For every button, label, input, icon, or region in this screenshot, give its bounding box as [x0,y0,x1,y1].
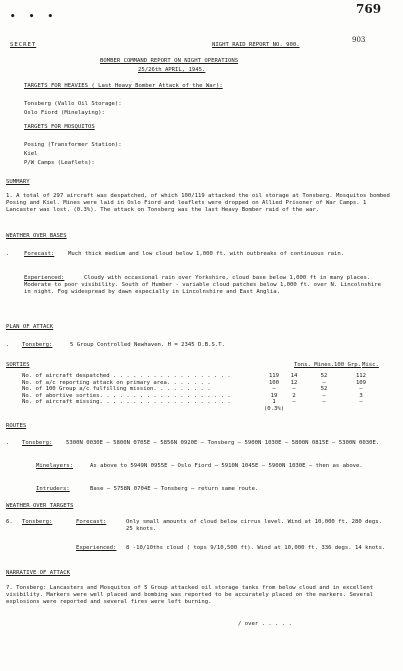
sorties-table [22,373,376,412]
summary-text: 1. A total of 297 aircraft was despatched, of which 100/119 attacked the oil storage at Tonsberg. Mosquitos bombed Posing and Kiel. Mines were laid in Oslo Fiord and leaflets were dropped on Allied Prisoner of War Camps. 1 Lancaster was lost. (0.3%). The attack on Tonsberg was the last Heavy Bomber raid of the war. [6,193,390,213]
routes-heading: ROUTES [6,423,27,429]
sorties-heading: SORTIES [6,362,30,368]
plan-text: 5 Group Controlled Newhaven. H = 2345 D.B.S.T. [70,342,225,348]
row-label: No. of abortive sorties. . . . . . . . . . . . . . . . . . . . [22,392,231,399]
narrative-text: 7. Tonsberg: Lancasters and Mosquitos of 5 Group attacked oil storage tanks from below cloud and in excellent visibility. Markers were well placed and bombing was reported to be accurately placed on the markers. Several explosions were reported and several fires were left burning. [6,585,374,605]
cell-mines: 14 [290,373,298,379]
bullet-marker: . [6,440,10,446]
targets-heavies-heading: TARGETS FOR HEAVIES ( Last Heavy Bomber Attack of the War): [24,83,223,89]
table-row [22,399,376,406]
cell-mines: – [292,399,296,405]
cell-tons: 119 [268,373,280,379]
narrative-heading: NARRATIVE OF ATTACK [6,570,70,576]
cell-misc [346,406,376,413]
page-number: 769 [356,2,382,16]
route2-label: Minelayers: [36,463,74,469]
forecast-label: Forecast: [24,251,55,257]
wt-experienced-text: 8 -10/10ths cloud ( tops 9/10,500 ft). Wind at 10,000 ft. 336 degs. 14 knots. [126,545,386,551]
cell-misc: 112 [355,373,367,379]
plan-heading: PLAN OF ATTACK [6,324,54,330]
report-title: BOMBER COMMAND REPORT ON NIGHT OPERATIONS [100,58,239,64]
target-mosquito-1: Posing (Transformer Station): [24,142,122,148]
route3-label: Intruders: [36,486,70,492]
cell-100grp: – [322,392,326,399]
row-label: No. of aircraft missing. . . . . . . . . . . . . . . . . . . . [22,399,231,405]
paragraph-number: 6. [6,519,13,525]
report-number: NIGHT RAID REPORT NO. 900. [212,42,300,48]
cell-tons: – [272,386,276,392]
forecast-text: Much thick medium and low cloud below 1,000 ft. with outbreaks of continuous rain. [68,251,345,257]
summary-heading: SUMMARY [6,179,30,185]
cell-100grp: 52 [320,386,328,392]
experienced-label: Experienced: [24,275,65,281]
cell-misc: – [359,399,363,405]
classification: SECRET [10,42,37,48]
wt-target-label: Tonsberg: [22,519,53,525]
cell-mines: 12 [290,379,298,386]
cell-100grp: 52 [320,373,328,379]
cell-tons: 19 [270,392,278,399]
table-row [22,406,376,413]
table-row [22,386,376,393]
cell-tons: 100 [268,379,280,386]
route1-label: Tonsberg: [22,440,53,446]
wt-forecast-text: Only small amounts of cloud below cirrus level. Wind at 10,000 ft. 280 degs. 25 knots. [126,519,382,532]
cell-100grp: – [322,399,326,405]
cell-misc: – [359,386,363,392]
cell-misc: 3 [359,392,363,399]
weather-bases-heading: WEATHER OVER BASES [6,233,67,239]
cell-tons: (0.3%) [263,405,285,412]
wt-forecast-label: Forecast: [76,519,107,525]
col-100-grp: 100 Grp. [334,362,361,368]
report-date: 25/26th APRIL, 1945. [138,67,206,73]
cell-100grp: – [322,379,326,386]
cell-tons: 1 [272,399,276,405]
targets-mosquitos-heading: TARGETS FOR MOSQUITOS [24,124,95,130]
cell-mines: 2 [292,392,296,399]
bullet-marker: . [6,342,10,348]
weather-targets-heading: WEATHER OVER TARGETS [6,503,74,509]
row-label: No. of aircraft despatched . . . . . . . . . . . . . . . . . . [22,373,231,379]
row-label: No. of a/c reporting attack on primary area. . . . . . . [22,379,211,386]
row-label [22,406,262,413]
table-row [22,373,376,380]
cell-mines: – [292,386,296,392]
route3-text: Base – 5758N 0704E – Tonsberg – return same route. [90,486,259,492]
target-heavy-2: Oslo Fiord (Minelaying): [24,110,105,116]
header-marks: • • • [10,12,58,22]
cell-100grp [302,406,346,413]
bullet-marker: . [6,251,10,257]
row-label: No. of 100 Group a/c fulfilling mission. . . . . . . . . [22,386,211,392]
target-mosquito-3: P/W Camps (Leaflets): [24,160,95,166]
cell-misc: 109 [355,379,367,386]
route1-text: 5300N 0030E – 5800N 0705E – 5856N 0920E – Tonsberg – 5900N 1030E – 5800N 0815E – 5300N 0030E. [66,440,380,446]
col-tons-mines: Tons. Mines. [294,362,335,368]
target-mosquito-2: Kiel [24,151,38,157]
report-number-handwritten: 903 [352,36,366,44]
cell-mines [286,406,302,413]
wt-experienced-label: Experienced: [76,545,117,551]
plan-label: Tonsberg: [22,342,53,348]
page-footer: / over . . . . . [238,621,292,627]
route2-text: As above to 5949N 0955E – Oslo Fiord – 5910N 1045E – 5900N 1030E – then as above. [90,463,363,469]
col-misc: Misc. [362,362,379,368]
target-heavy-1: Tonsberg (Vallo Oil Storage): [24,101,122,107]
experienced-text: Cloudy with occasional rain over Yorkshire, cloud base below 1,000 ft in many places. Moderate to poor visibility. South of Humber - variable cloud patches below 1,000 ft. over N. Lincolnshire in night. Fog widespread by dawn especially in Lincolnshire and East Anglia. [24,275,381,295]
